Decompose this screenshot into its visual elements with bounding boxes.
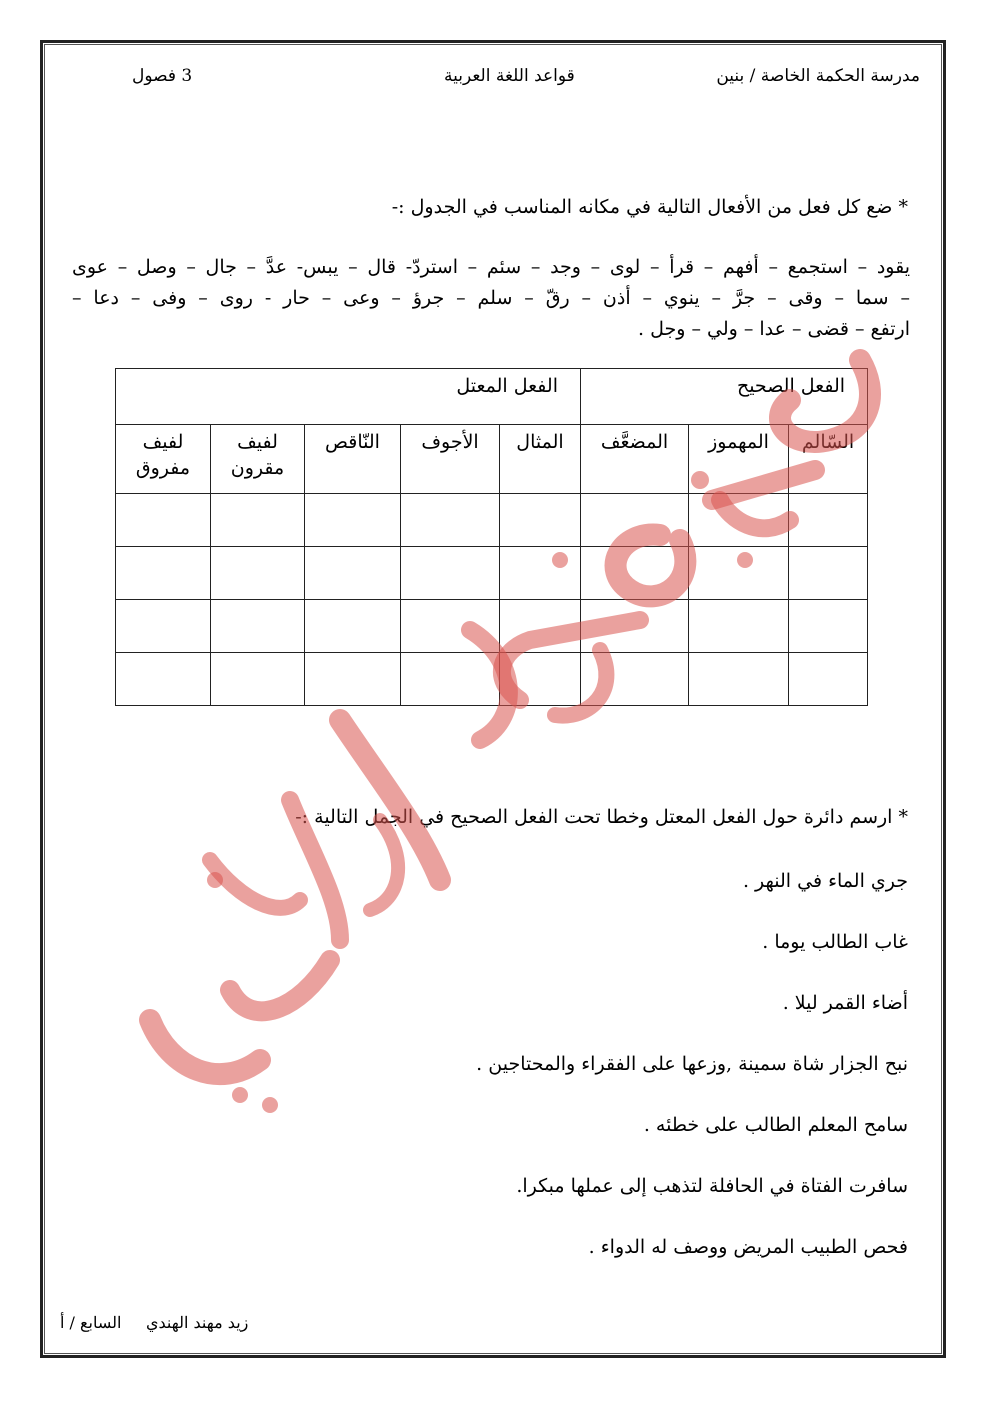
answer-cell[interactable] [401, 547, 500, 600]
school-name: مدرسة الحكمة الخاصة / بنين [716, 66, 920, 86]
footer-author: زيد مهند الهندي [146, 1313, 249, 1332]
answer-cell[interactable] [789, 600, 868, 653]
question-2-prompt: * ارسم دائرة حول الفعل المعتل وخطا تحت الفعل الصحيح في الجمل التالية :- [295, 806, 908, 828]
answer-row [116, 600, 868, 653]
answer-row [116, 653, 868, 706]
verb-line: ارتفع – قضى – عدا – ولي – وجل . [638, 318, 910, 340]
subject-title: قواعد اللغة العربية [444, 66, 575, 86]
answer-cell[interactable] [305, 494, 401, 547]
column-header: الأجوف [401, 425, 500, 494]
sentence: نبح الجزار شاة سمينة ,وزعها على الفقراء والمحتاجين . [476, 1053, 908, 1075]
answer-cell[interactable] [789, 653, 868, 706]
answer-cell[interactable] [789, 494, 868, 547]
answer-cell[interactable] [500, 547, 581, 600]
answer-cell[interactable] [581, 494, 689, 547]
column-header: المهموز [689, 425, 789, 494]
sentence: فحص الطبيب المريض ووصف له الدواء . [588, 1236, 908, 1258]
answer-cell[interactable] [211, 494, 305, 547]
verb-line: يقود – استجمع – أفهم – قرأ – لوى – وجد – سئم – استردّ- قال – يبس- عدَّ – جال – وصل – عوى [72, 256, 910, 278]
answer-row [116, 547, 868, 600]
sentence: سامح المعلم الطالب على خطئه . [643, 1114, 908, 1136]
footer-grade: السابع / أ [60, 1313, 122, 1332]
column-header: لفيف مفروق [116, 425, 211, 494]
group-header-weak: الفعل المعتل [116, 369, 581, 425]
answer-cell[interactable] [401, 600, 500, 653]
column-header: المضعَّف [581, 425, 689, 494]
answer-cell[interactable] [116, 494, 211, 547]
verb-classification-table [115, 368, 868, 706]
term-label: 3 فصول [132, 66, 193, 86]
sentence: أضاء القمر ليلا . [782, 992, 908, 1014]
column-header: السّالم [789, 425, 868, 494]
question-1-prompt: * ضع كل فعل من الأفعال التالية في مكانه المناسب في الجدول :- [391, 196, 908, 218]
answer-cell[interactable] [689, 494, 789, 547]
answer-cell[interactable] [789, 547, 868, 600]
answer-cell[interactable] [500, 653, 581, 706]
answer-cell[interactable] [116, 600, 211, 653]
sentence: جري الماء في النهر . [742, 870, 908, 892]
answer-cell[interactable] [581, 600, 689, 653]
sentence: غاب الطالب يوما . [762, 931, 908, 953]
answer-cell[interactable] [500, 494, 581, 547]
answer-cell[interactable] [211, 547, 305, 600]
answer-cell[interactable] [689, 600, 789, 653]
group-header-sound: الفعل الصحيح [581, 369, 868, 425]
answer-cell[interactable] [116, 653, 211, 706]
answer-cell[interactable] [401, 653, 500, 706]
column-header: لفيف مقرون [211, 425, 305, 494]
verb-list [72, 252, 910, 345]
answer-cell[interactable] [211, 653, 305, 706]
column-header: المثال [500, 425, 581, 494]
verb-line: – سما – وقى – جرَّ – ينوي – أذن – رقّ – سلم – جرؤ – وعى – حار - روى – وفى – دعا – [72, 287, 910, 309]
answer-cell[interactable] [305, 547, 401, 600]
answer-cell[interactable] [305, 653, 401, 706]
sentence: سافرت الفتاة في الحافلة لتذهب إلى عملها مبكرا. [516, 1175, 908, 1197]
answer-cell[interactable] [581, 653, 689, 706]
answer-cell[interactable] [689, 653, 789, 706]
answer-cell[interactable] [581, 547, 689, 600]
answer-row [116, 494, 868, 547]
answer-cell[interactable] [211, 600, 305, 653]
column-header: النّاقص [305, 425, 401, 494]
answer-cell[interactable] [500, 600, 581, 653]
answer-cell[interactable] [689, 547, 789, 600]
answer-cell[interactable] [305, 600, 401, 653]
answer-cell[interactable] [401, 494, 500, 547]
answer-cell[interactable] [116, 547, 211, 600]
